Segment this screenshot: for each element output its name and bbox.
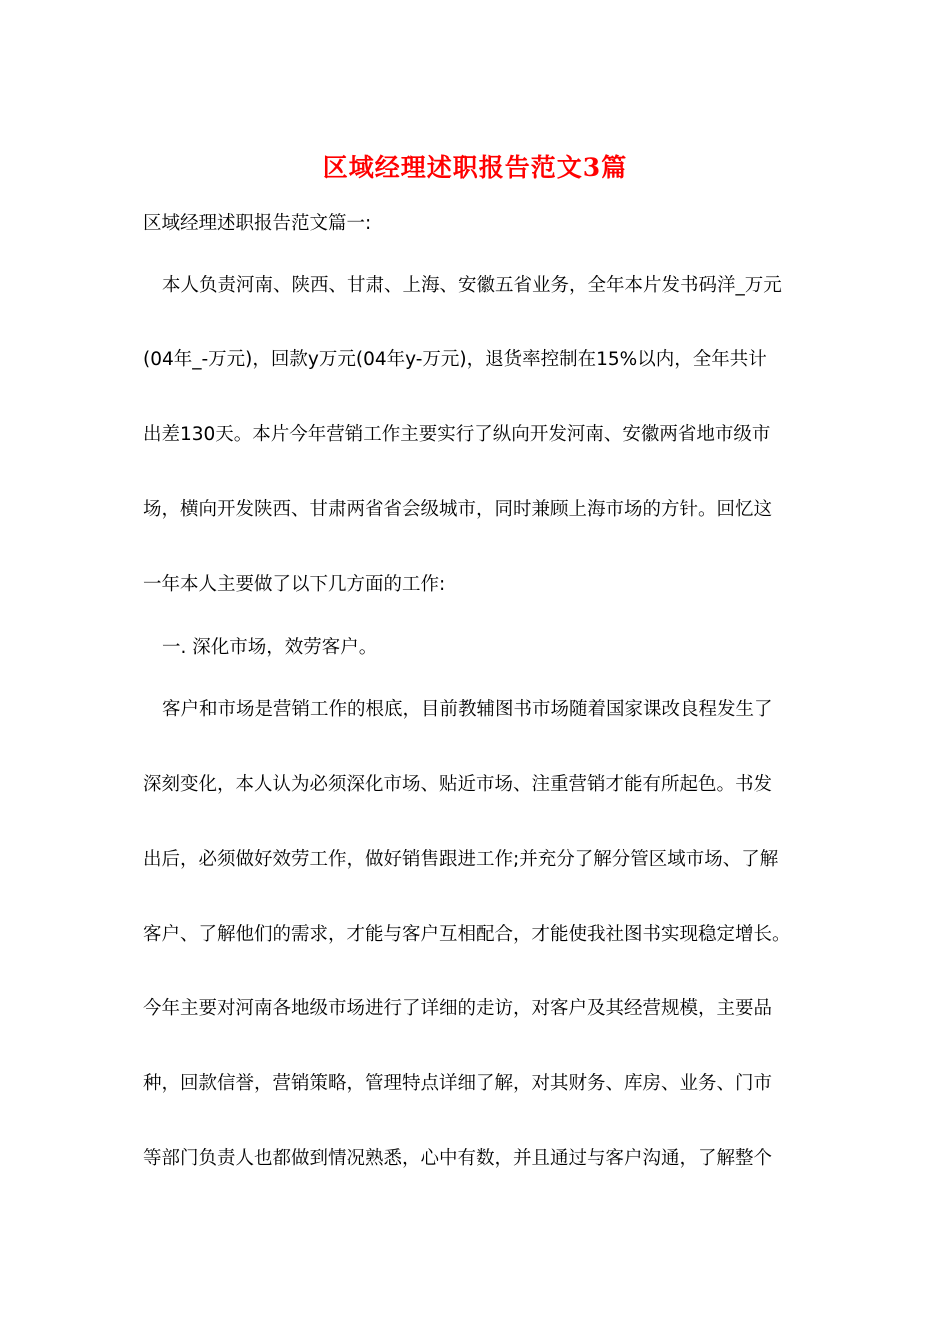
paragraph-line: 等部门负责人也都做到情况熟悉，心中有数，并且通过与客户沟通，了解整个 (143, 1148, 773, 1169)
paragraph-line: 深刻变化，本人认为必须深化市场、贴近市场、注重营销才能有所起色。书发 (143, 774, 773, 795)
paragraph-line: 出后，必须做好效劳工作，做好销售跟进工作;并充分了解分管区域市场、了解 (143, 849, 779, 870)
paragraph-line: 客户、了解他们的需求，才能与客户互相配合，才能使我社图书实现稳定增长。 (143, 924, 791, 945)
paragraph-line: 场，横向开发陕西、甘肃两省省会级城市，同时兼顾上海市场的方针。回忆这 (143, 499, 773, 520)
document-title: 区域经理述职报告范文3篇 (322, 153, 628, 182)
paragraph-line: 一年本人主要做了以下几方面的工作: (143, 574, 446, 595)
section-heading: 区域经理述职报告范文篇一: (143, 213, 372, 234)
paragraph-line: 本人负责河南、陕西、甘肃、上海、安徽五省业务，全年本片发书码洋_万元 (162, 275, 782, 296)
paragraph-line: (04年_-万元)，回款y万元(04年y-万元)，退货率控制在15%以内，全年共计 (143, 349, 767, 370)
paragraph-line: 种，回款信誉，营销策略，管理特点详细了解，对其财务、库房、业务、门市 (143, 1073, 773, 1094)
paragraph-line: 今年主要对河南各地级市场进行了详细的走访，对客户及其经营规模，主要品 (143, 998, 773, 1019)
subsection-heading: 一. 深化市场，效劳客户。 (162, 637, 378, 658)
paragraph-line: 出差130天。本片今年营销工作主要实行了纵向开发河南、安徽两省地市级市 (143, 424, 771, 445)
paragraph-line: 客户和市场是营销工作的根底，目前教辅图书市场随着国家课改良程发生了 (162, 699, 773, 720)
